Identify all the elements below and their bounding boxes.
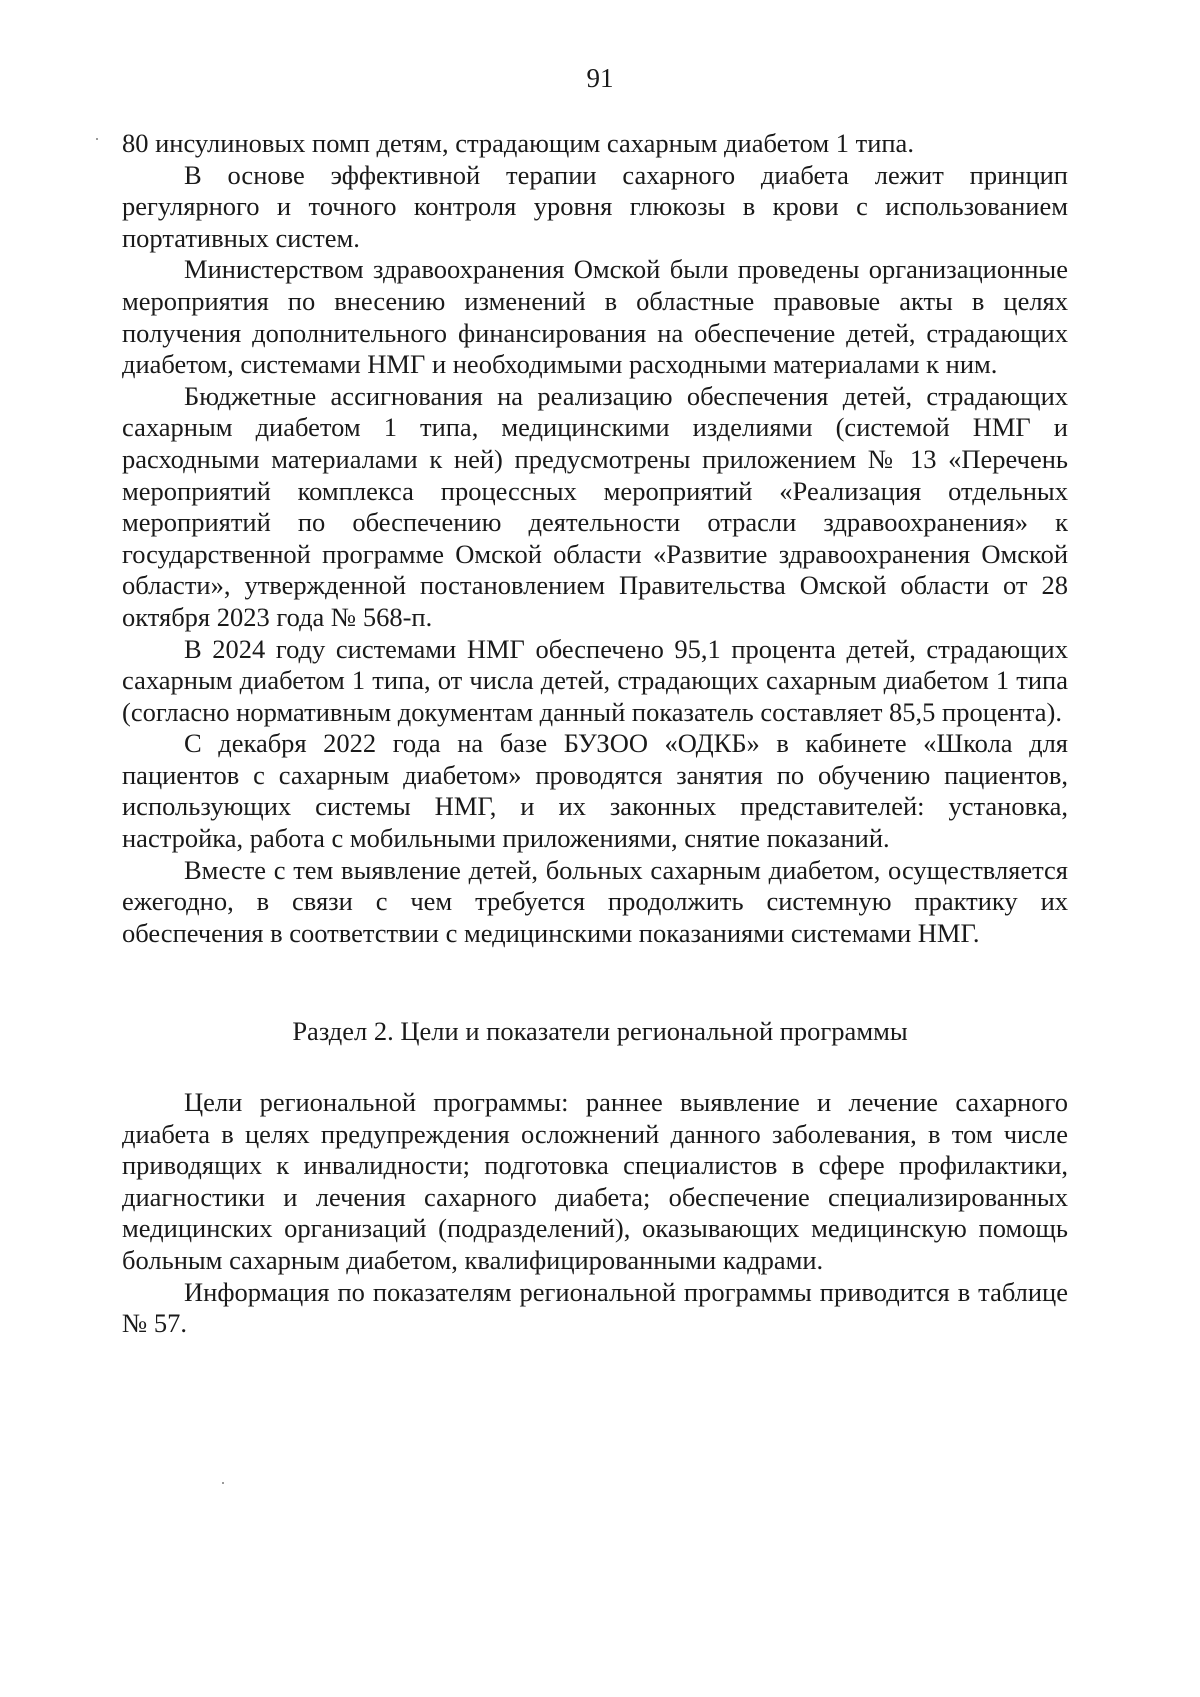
paragraph-continuation: 80 инсулиновых помп детям, страдающим сахарным диабетом 1 типа. [122, 128, 914, 158]
body-text-bottom [122, 1087, 1068, 1340]
scan-speck [222, 1482, 224, 1484]
body-text-top [122, 128, 1068, 949]
paragraph-program-goals: Цели региональной программы: раннее выявление и лечение сахарного диабета в целях предупреждения осложнений данного заболевания, в том числе приводящих к инвалидности; подготовка специалистов в сфере профилактики, диагностики и лечения сахарного диабета; обеспечение специализированных медицинских организаций (подразделений), оказывающих медицинскую помощь больным сахарным диабетом, квалифицированными кадрами. [122, 1087, 1068, 1275]
scan-speck [96, 138, 98, 140]
paragraph-annual-detection: Вместе с тем выявление детей, больных сахарным диабетом, осуществляется ежегодно, в связи с чем требуется продолжить системную практику их обеспечения в соответствии с медицинскими показаниями системами НМГ. [122, 854, 1068, 948]
paragraph-2024-coverage: В 2024 году системами НМГ обеспечено 95,1 процента детей, страдающих сахарным диабетом 1 типа, от числа детей, страдающих сахарным диабетом 1 типа (согласно нормативным документам данный показатель составляет 85,5 процента). [122, 633, 1068, 727]
page-number: 91 [586, 63, 614, 93]
section-heading: Раздел 2. Цели и показатели региональной программы [292, 1016, 908, 1046]
paragraph-indicators-reference: Информация по показателям региональной программы приводится в таблице № 57. [122, 1276, 1068, 1339]
paragraph-ministry-measures: Министерством здравоохранения Омской были проведены организационные мероприятия по внесению изменений в областные правовые акты в целях получения дополнительного финансирования на обеспечение детей, страдающих диабетом, системами НМГ и необходимыми расходными материалами к ним. [122, 254, 1068, 380]
paragraph-therapy-principle: В основе эффективной терапии сахарного диабета лежит принцип регулярного и точного контроля уровня глюкозы в крови с использованием портативных систем. [122, 159, 1068, 253]
paragraph-diabetes-school: С декабря 2022 года на базе БУЗОО «ОДКБ» в кабинете «Школа для пациентов с сахарным диабетом» проводятся занятия по обучению пациентов, использующих системы НМГ, и их законных представителей: установка, настройка, работа с мобильными приложениями, снятие показаний. [122, 728, 1068, 854]
paragraph-budget-allocations: Бюджетные ассигнования на реализацию обеспечения детей, страдающих сахарным диабетом 1 типа, медицинскими изделиями (системой НМГ и расходными материалами к ней) предусмотрены приложением № 13 «Перечень мероприятий комплекса процессных мероприятий «Реализация отдельных мероприятий по обеспечению деятельности отрасли здравоохранения» к государственной программе Омской области «Развитие здравоохранения Омской области», утвержденной постановлением Правительства Омской области от 28 октября 2023 года № 568-п. [122, 380, 1068, 632]
